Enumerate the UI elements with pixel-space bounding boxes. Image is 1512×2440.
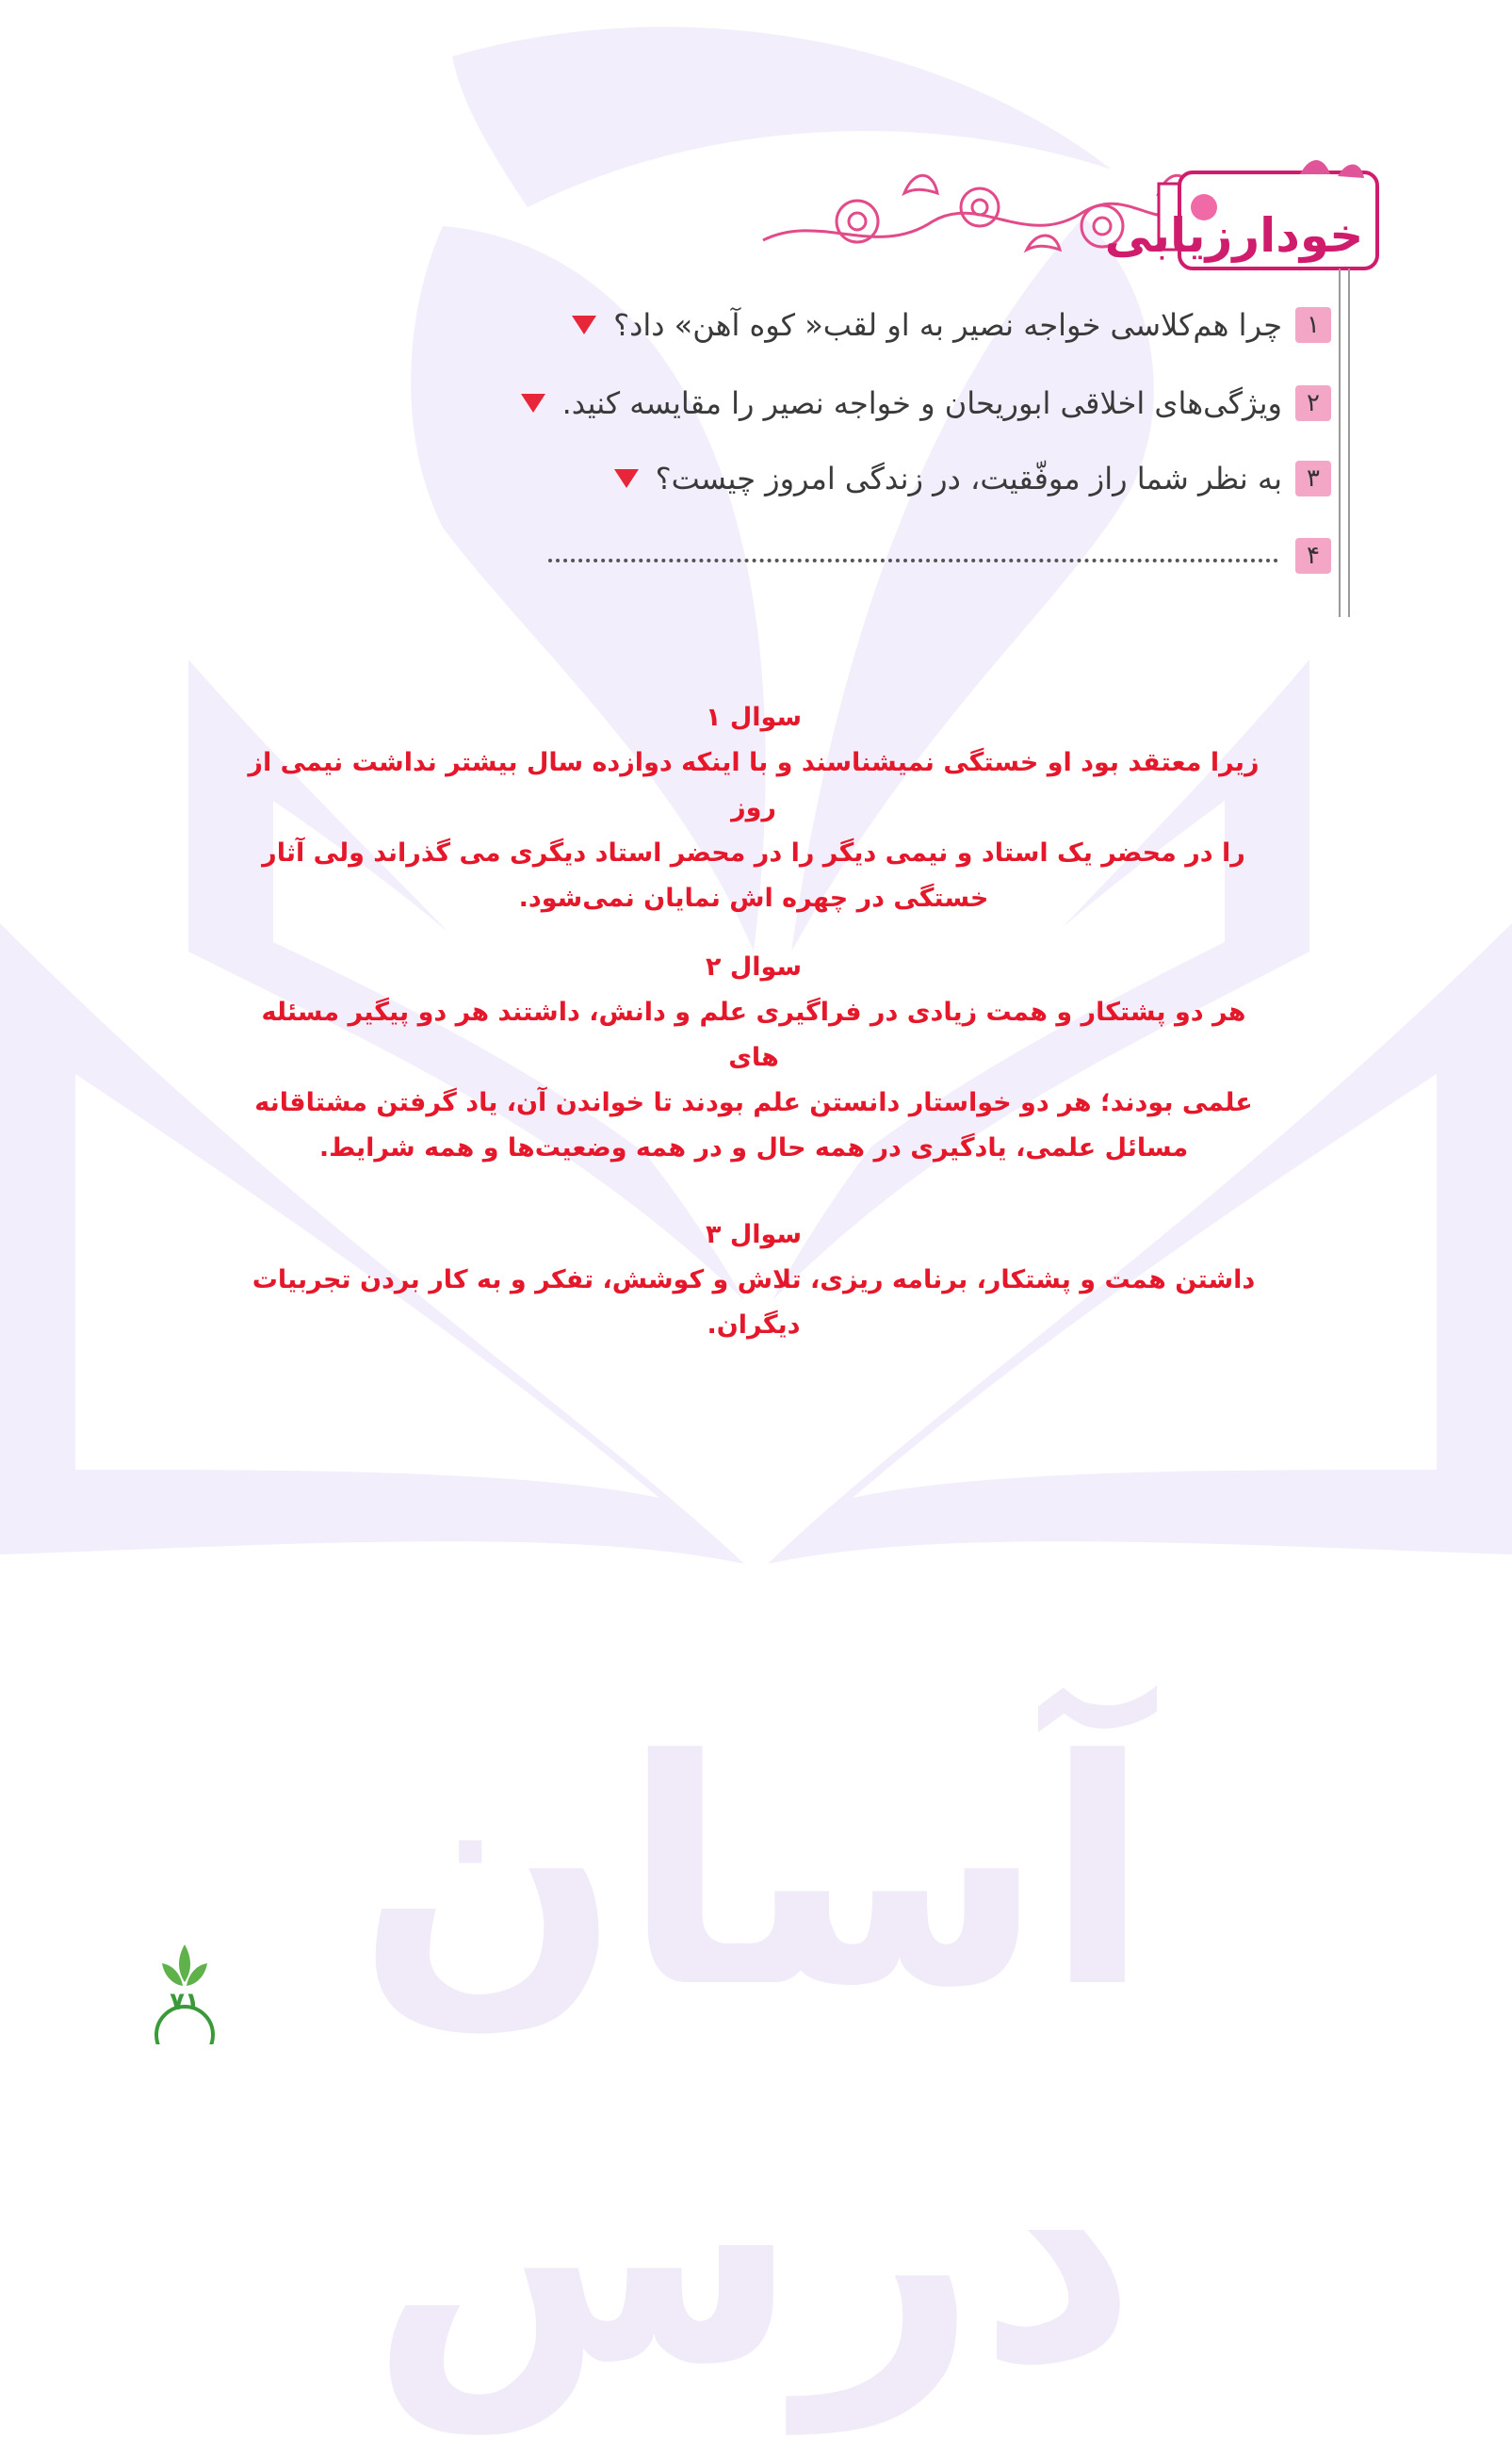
answer-line: زیرا معتقد بود او خستگی نمیشناسند و با اینکه دوازده سال بیشتر نداشت نیمی از روز bbox=[248, 748, 1260, 822]
answer-line: علمی بودند؛ هر دو خواستار دانستن علم بودند تا خواندن آن، یاد گرفتن مشتاقانه bbox=[254, 1088, 1253, 1117]
answer-heading: سوال ۳ bbox=[705, 1220, 803, 1249]
section-title: خودارزیابی bbox=[1104, 208, 1364, 263]
question-number: ۲ bbox=[1295, 385, 1331, 421]
question-margin-lines bbox=[1336, 268, 1355, 617]
page-number: ۷۱ bbox=[170, 1988, 200, 2016]
page-number-badge bbox=[151, 1912, 219, 2044]
answer-dotted-line bbox=[548, 559, 1278, 562]
answer-line: هر دو پشتکار و همت زیادی در فراگیری علم و دانش، داشتند هر دو پیگیر مسئله های bbox=[261, 998, 1246, 1072]
triangle-marker-icon bbox=[521, 394, 545, 413]
answer-heading: سوال ۲ bbox=[705, 952, 803, 982]
question-3 bbox=[614, 455, 1331, 502]
question-number: ۱ bbox=[1295, 307, 1331, 343]
question-4 bbox=[548, 532, 1331, 579]
answer-line: خستگی در چهره اش نمایان نمی‌شود. bbox=[518, 884, 989, 913]
question-number: ۳ bbox=[1295, 461, 1331, 496]
triangle-marker-icon bbox=[572, 316, 596, 334]
answer-3 bbox=[236, 1212, 1272, 1348]
triangle-marker-icon bbox=[614, 469, 639, 488]
question-2 bbox=[521, 380, 1331, 427]
question-1 bbox=[572, 301, 1331, 349]
question-text: ویژگی‌های اخلاقی ابوریحان و خواجه نصیر را مقایسه کنید. bbox=[561, 385, 1282, 421]
question-text: به نظر شما راز موفّقیت، در زندگی امروز چیست؟ bbox=[655, 461, 1282, 496]
question-text: چرا هم‌کلاسی خواجه نصیر به او لقب« کوه آهن» داد؟ bbox=[613, 307, 1282, 343]
answer-1 bbox=[236, 695, 1272, 921]
answer-2 bbox=[236, 945, 1272, 1171]
question-number: ۴ bbox=[1295, 538, 1331, 574]
answer-heading: سوال ۱ bbox=[705, 703, 803, 732]
watermark-text: آسان درس bbox=[356, 1694, 1151, 2432]
answer-line: داشتن همت و پشتکار، برنامه ریزی، تلاش و کوشش، تفکر و به کار بردن تجربیات دیگران. bbox=[252, 1265, 1256, 1340]
answer-line: را در محضر یک استاد و نیمی دیگر را در محضر استاد دیگری می گذراند ولی آثار bbox=[262, 838, 1245, 868]
answer-line: مسائل علمی، یادگیری در همه حال و در همه وضعیت‌ها و همه شرایط. bbox=[318, 1133, 1189, 1163]
